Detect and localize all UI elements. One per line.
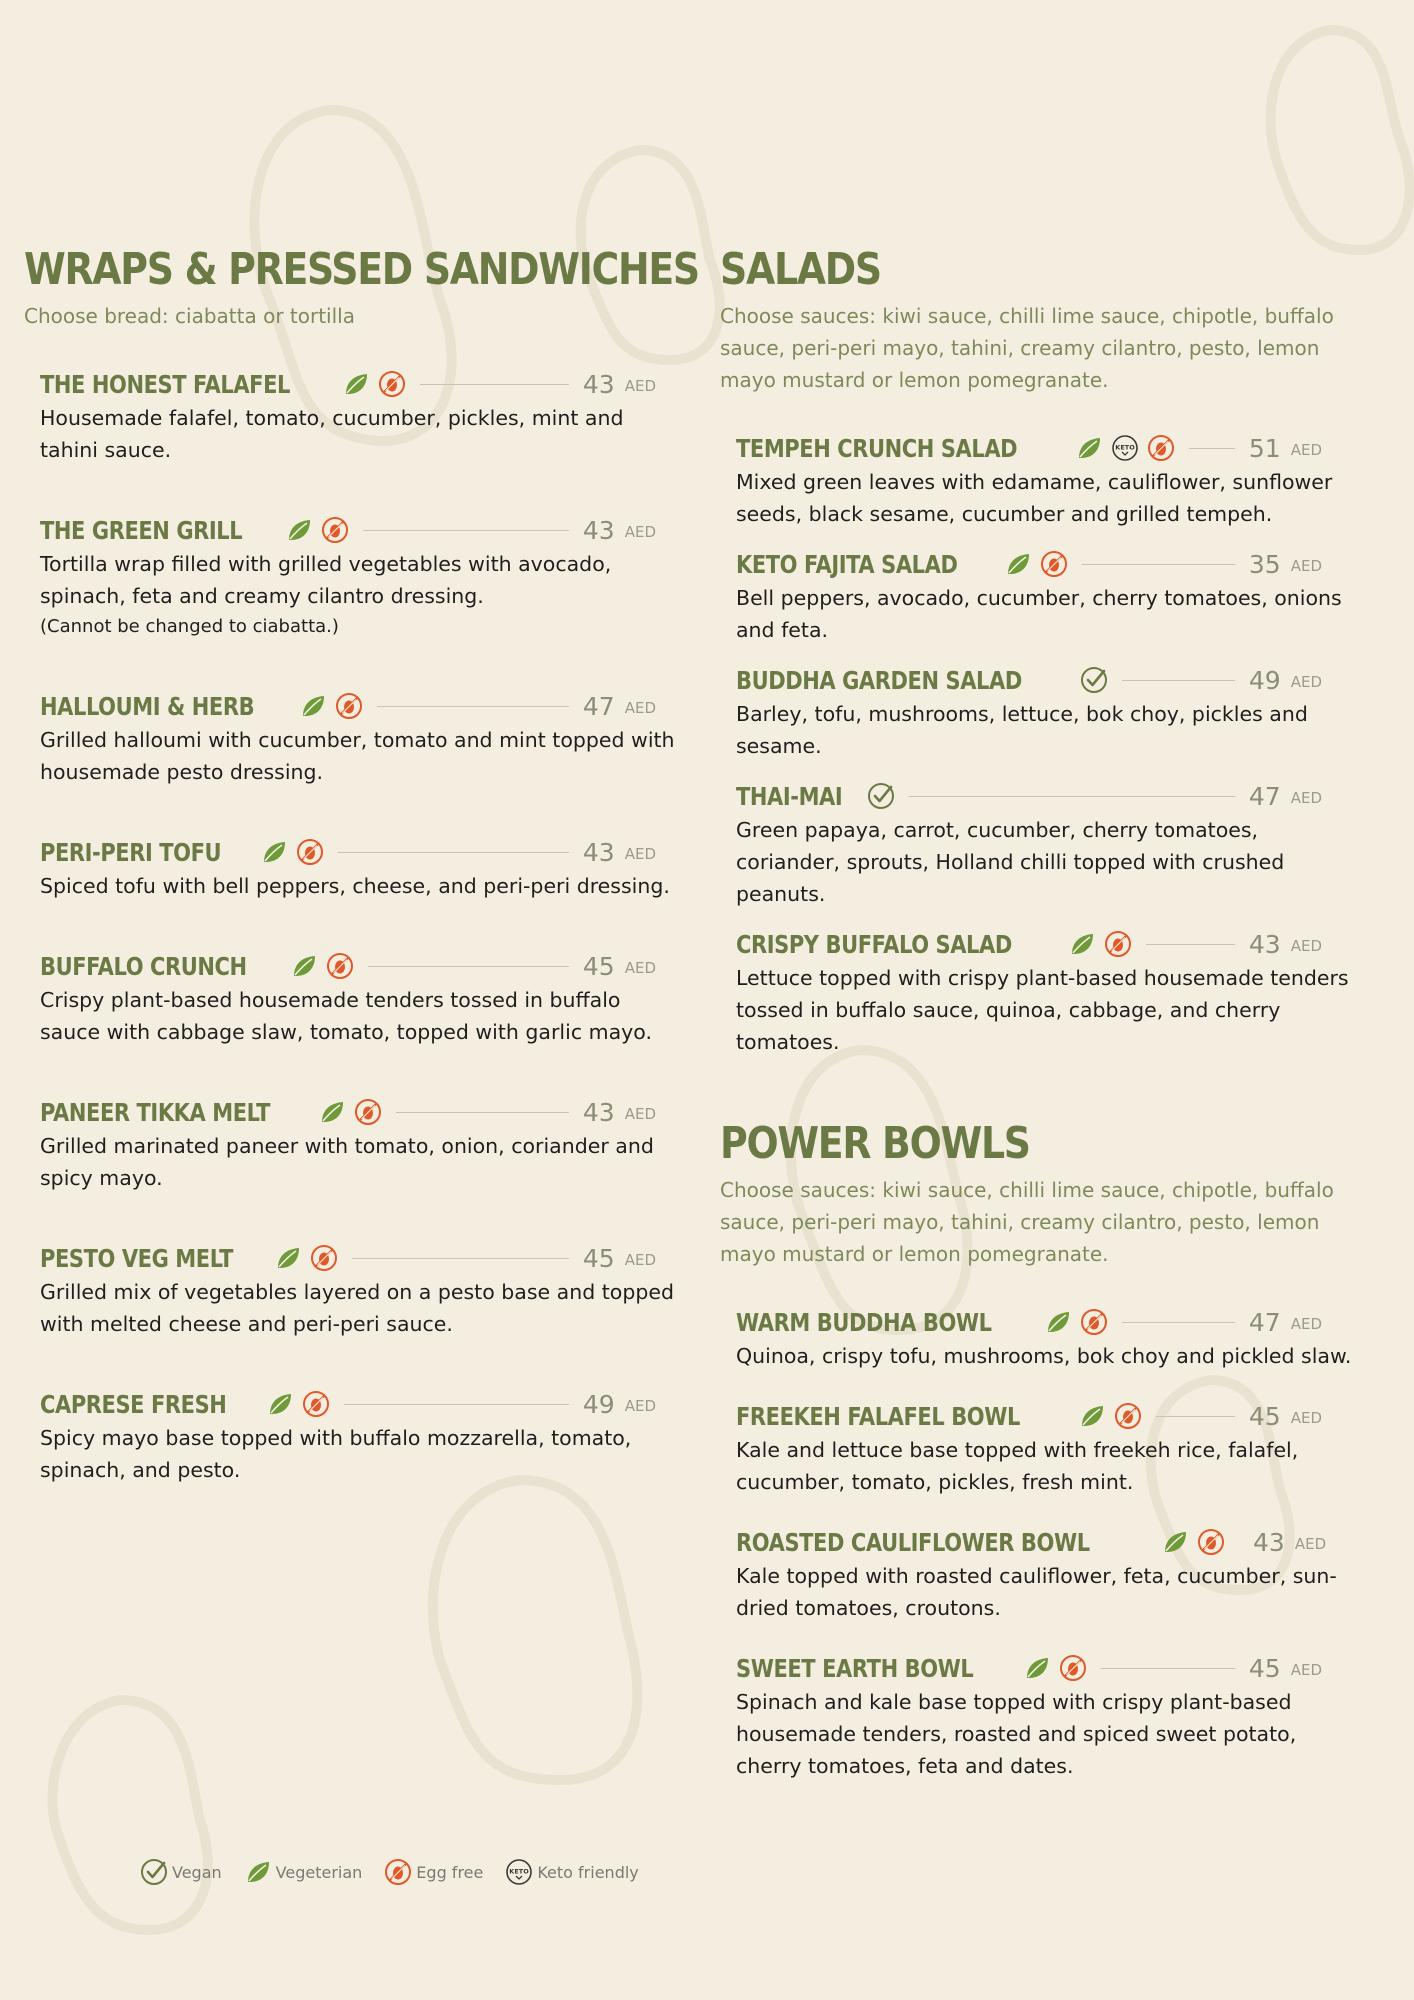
vegetarian-icon — [274, 1244, 302, 1272]
menu-item — [736, 1524, 1380, 1624]
menu-item-name: TEMPEH CRUNCH SALAD — [736, 433, 1018, 463]
menu-item-description: Bell peppers, avocado, cucumber, cherry tomatoes, onions and feta. — [736, 586, 1342, 642]
menu-item-name: SWEET EARTH BOWL — [736, 1653, 974, 1683]
salads-section — [720, 244, 1380, 1058]
dietary-icons — [867, 782, 895, 810]
menu-item-header — [40, 366, 714, 402]
menu-item-description: Lettuce topped with crispy plant-based housemade tenders tossed in buffalo sauce, quinoa, cabbage, and cherry tomatoes. — [736, 966, 1349, 1054]
menu-item-name: PERI-PERI TOFU — [40, 837, 222, 867]
menu-item — [40, 512, 714, 642]
menu-items — [24, 366, 714, 1486]
section-subtitle: Choose bread: ciabatta or tortilla — [24, 304, 355, 328]
wraps-section — [24, 244, 714, 1486]
menu-item — [736, 1304, 1380, 1372]
currency-label: AED — [1290, 1315, 1322, 1333]
right-column — [720, 244, 1380, 1782]
price-leader-line — [1156, 1416, 1235, 1417]
legend-item-vegan — [140, 1858, 222, 1886]
dietary-icons — [1078, 1402, 1142, 1430]
price-leader-line — [1122, 680, 1235, 681]
legend-item-keto — [505, 1858, 638, 1886]
price-leader-line — [1122, 1322, 1235, 1323]
dietary-icons — [1068, 930, 1132, 958]
dietary-icons — [318, 1098, 382, 1126]
menu-item-description: Crispy plant-based housemade tenders tossed in buffalo sauce with cabbage slaw, tomato, topped with garlic mayo. — [40, 988, 652, 1044]
menu-item — [736, 430, 1380, 530]
menu-item-name: HALLOUMI & HERB — [40, 691, 255, 721]
menu-item — [736, 546, 1380, 646]
price-leader-line — [338, 852, 569, 853]
menu-item-description: Spinach and kale base topped with crispy plant-based housemade tenders, roasted and spiced sweet potato, cherry tomatoes, feta and dates. — [736, 1690, 1297, 1778]
vegan-icon — [140, 1858, 168, 1886]
egg-free-icon — [302, 1390, 330, 1418]
legend-item-vegetarian — [244, 1858, 363, 1886]
dietary-icons — [1004, 550, 1068, 578]
price-leader-line — [1146, 944, 1234, 945]
menu-item-header — [40, 948, 714, 984]
menu-item-header — [40, 1094, 714, 1130]
menu-item-header — [40, 1386, 714, 1422]
menu-item — [736, 1398, 1380, 1498]
menu-item-header — [40, 834, 714, 870]
dietary-legend — [140, 1858, 639, 1886]
menu-item — [40, 366, 714, 466]
price-leader-line — [1189, 448, 1235, 449]
menu-item — [736, 1650, 1380, 1782]
currency-label: AED — [1290, 557, 1322, 575]
menu-items — [720, 430, 1380, 1058]
menu-item-price: 47 — [1248, 781, 1281, 811]
menu-item-name: BUDDHA GARDEN SALAD — [736, 665, 1022, 695]
menu-item-description: Barley, tofu, mushrooms, lettuce, bok choy, pickles and sesame. — [736, 702, 1308, 758]
menu-items — [720, 1304, 1380, 1782]
egg-free-icon — [310, 1244, 338, 1272]
menu-item-price: 45 — [582, 1243, 615, 1273]
egg-free-icon — [1147, 434, 1175, 462]
egg-free-icon — [354, 1098, 382, 1126]
menu-item-price: 49 — [1248, 665, 1281, 695]
menu-item-header — [736, 430, 1380, 466]
section-subtitle: Choose sauces: kiwi sauce, chilli lime sauce, chipotle, buffalo sauce, peri-peri mayo, tahini, creamy cilantro, pesto, lemon mayo mustard or lemon pomegranate. — [720, 1178, 1334, 1266]
menu-item-price: 43 — [1253, 1527, 1285, 1557]
legend-label: Vegeterian — [275, 1862, 363, 1882]
menu-item-header — [40, 688, 714, 724]
menu-item — [40, 688, 714, 788]
egg-free-icon — [1104, 930, 1132, 958]
menu-item-description: Green papaya, carrot, cucumber, cherry tomatoes, coriander, sprouts, Holland chilli topped with crushed peanuts. — [736, 818, 1285, 906]
egg-free-icon — [1059, 1654, 1087, 1682]
egg-free-icon — [335, 692, 363, 720]
section-title: SALADS — [720, 244, 881, 295]
dietary-icons — [1075, 434, 1175, 462]
dietary-icons — [285, 516, 349, 544]
egg-free-icon — [326, 952, 354, 980]
menu-item-description: Kale and lettuce base topped with freekeh rice, falafel, cucumber, tomato, pickles, fresh mint. — [736, 1438, 1299, 1494]
vegetarian-icon — [1004, 550, 1032, 578]
vegetarian-icon — [290, 952, 318, 980]
legend-label: Egg free — [416, 1862, 484, 1882]
currency-label: AED — [624, 845, 656, 863]
menu-item-header — [736, 546, 1380, 582]
keto-icon — [1111, 434, 1139, 462]
menu-item-description: Grilled halloumi with cucumber, tomato and mint topped with housemade pesto dressing. — [40, 728, 675, 784]
menu-item-description: Spiced tofu with bell peppers, cheese, and peri-peri dressing. — [40, 874, 670, 898]
menu-item-price: 45 — [1248, 1401, 1281, 1431]
section-title: POWER BOWLS — [720, 1118, 1030, 1169]
egg-free-icon — [378, 370, 406, 398]
dietary-icons — [1080, 666, 1108, 694]
price-leader-line — [352, 1258, 569, 1259]
dietary-icons — [342, 370, 406, 398]
egg-free-icon — [1080, 1308, 1108, 1336]
keto-icon — [505, 1858, 533, 1886]
left-column — [24, 244, 714, 1486]
legend-label: Vegan — [172, 1862, 222, 1882]
menu-item-header — [40, 512, 714, 548]
vegetarian-icon — [1075, 434, 1103, 462]
vegetarian-icon — [299, 692, 327, 720]
menu-item-price: 49 — [582, 1389, 615, 1419]
vegetarian-icon — [260, 838, 288, 866]
vegan-icon — [867, 782, 895, 810]
egg-free-icon — [296, 838, 324, 866]
price-leader-line — [368, 966, 569, 967]
menu-item-name: PESTO VEG MELT — [40, 1243, 234, 1273]
currency-label: AED — [1294, 1535, 1327, 1553]
vegetarian-icon — [342, 370, 370, 398]
menu-item — [40, 948, 714, 1048]
menu-item — [736, 926, 1380, 1058]
price-leader-line — [396, 1112, 569, 1113]
currency-label: AED — [1290, 441, 1322, 459]
menu-item-price: 45 — [1248, 1653, 1281, 1683]
menu-item-name: ROASTED CAULIFLOWER BOWL — [736, 1527, 1090, 1557]
dietary-icons — [1044, 1308, 1108, 1336]
section-title: WRAPS & PRESSED SANDWICHES — [24, 244, 699, 295]
menu-item-description: Grilled mix of vegetables layered on a pesto base and topped with melted cheese and peri-peri sauce. — [40, 1280, 674, 1336]
dietary-icons — [299, 692, 363, 720]
menu-item-description: Kale topped with roasted cauliflower, feta, cucumber, sun-dried tomatoes, croutons. — [736, 1564, 1337, 1620]
menu-item-price: 35 — [1248, 549, 1281, 579]
dietary-icons — [266, 1390, 330, 1418]
vegetarian-icon — [266, 1390, 294, 1418]
vegan-icon — [1080, 666, 1108, 694]
menu-item-price: 45 — [582, 951, 615, 981]
currency-label: AED — [1290, 789, 1322, 807]
vegetarian-icon — [1044, 1308, 1072, 1336]
dietary-icons — [290, 952, 354, 980]
currency-label: AED — [624, 1397, 656, 1415]
currency-label: AED — [624, 699, 656, 717]
section-subtitle: Choose sauces: kiwi sauce, chilli lime sauce, chipotle, buffalo sauce, peri-peri mayo, tahini, creamy cilantro, pesto, lemon mayo mustard or lemon pomegranate. — [720, 304, 1334, 392]
menu-item-header — [736, 662, 1380, 698]
menu-item-name: FREEKEH FALAFEL BOWL — [736, 1401, 1020, 1431]
egg-free-icon — [1040, 550, 1068, 578]
egg-free-icon — [321, 516, 349, 544]
menu-item — [40, 1240, 714, 1340]
egg-free-icon — [384, 1858, 412, 1886]
legend-label: Keto friendly — [537, 1862, 639, 1882]
menu-item-price: 43 — [582, 369, 615, 399]
currency-label: AED — [1290, 673, 1322, 691]
vegetarian-icon — [285, 516, 313, 544]
currency-label: AED — [1290, 1661, 1322, 1679]
dietary-icons — [260, 838, 324, 866]
menu-item-name: BUFFALO CRUNCH — [40, 951, 247, 981]
menu-item-header — [736, 926, 1380, 962]
egg-free-icon — [1197, 1528, 1225, 1556]
menu-item — [40, 1094, 714, 1194]
menu-item-header — [736, 1304, 1380, 1340]
dietary-icons — [1023, 1654, 1087, 1682]
svg-text:KETO: KETO — [1115, 443, 1135, 452]
menu-item-description: Spicy mayo base topped with buffalo mozzarella, tomato, spinach, and pesto. — [40, 1426, 632, 1482]
currency-label: AED — [624, 1251, 656, 1269]
menu-item-name: WARM BUDDHA BOWL — [736, 1307, 992, 1337]
menu-item-description: Tortilla wrap filled with grilled vegetables with avocado, spinach, feta and creamy cilantro dressing. — [40, 552, 612, 608]
menu-item-name: CRISPY BUFFALO SALAD — [736, 929, 1012, 959]
currency-label: AED — [624, 1105, 656, 1123]
menu-item-description: Quinoa, crispy tofu, mushrooms, bok choy and pickled slaw. — [736, 1344, 1352, 1368]
menu-item-name: THE GREEN GRILL — [40, 515, 243, 545]
menu-item-price: 47 — [582, 691, 615, 721]
price-leader-line — [344, 1404, 569, 1405]
menu-item-header — [736, 1650, 1380, 1686]
vegetarian-icon — [1161, 1528, 1189, 1556]
power-bowls-section — [720, 1118, 1380, 1782]
price-leader-line — [377, 706, 569, 707]
menu-item-header — [736, 1524, 1380, 1560]
menu-item-price: 43 — [582, 1097, 615, 1127]
menu-item-description: Mixed green leaves with edamame, cauliflower, sunflower seeds, black sesame, cucumber and grilled tempeh. — [736, 470, 1333, 526]
menu-item-header — [736, 1398, 1380, 1434]
vegetarian-icon — [244, 1858, 272, 1886]
menu-item-description: Grilled marinated paneer with tomato, onion, coriander and spicy mayo. — [40, 1134, 654, 1190]
menu-item-name: THE HONEST FALAFEL — [40, 369, 291, 399]
menu-item-description: Housemade falafel, tomato, cucumber, pickles, mint and tahini sauce. — [40, 406, 624, 462]
menu-item-price: 43 — [582, 837, 615, 867]
menu-item — [40, 1386, 714, 1486]
dietary-icons — [1161, 1528, 1225, 1556]
menu-item-price: 51 — [1248, 433, 1281, 463]
price-leader-line — [363, 530, 569, 531]
menu-item-note: (Cannot be changed to ciabatta.) — [40, 616, 339, 637]
vegetarian-icon — [1068, 930, 1096, 958]
menu-item — [40, 834, 714, 902]
menu-item-name: KETO FAJITA SALAD — [736, 549, 958, 579]
price-leader-line — [1101, 1668, 1235, 1669]
menu-item-name: CAPRESE FRESH — [40, 1389, 227, 1419]
vegetarian-icon — [1023, 1654, 1051, 1682]
menu-item-price: 43 — [1248, 929, 1281, 959]
currency-label: AED — [1290, 937, 1322, 955]
price-leader-line — [420, 384, 569, 385]
menu-item-price: 47 — [1248, 1307, 1281, 1337]
legend-item-egg-free — [384, 1858, 483, 1886]
menu-item-header — [40, 1240, 714, 1276]
menu-item-price: 43 — [582, 515, 615, 545]
svg-text:KETO: KETO — [509, 1867, 530, 1876]
vegetarian-icon — [318, 1098, 346, 1126]
currency-label: AED — [624, 959, 656, 977]
menu-item-name: THAI-MAI — [736, 781, 843, 811]
menu-item — [736, 778, 1380, 910]
price-leader-line — [909, 796, 1235, 797]
menu-item — [736, 662, 1380, 762]
menu-item-name: PANEER TIKKA MELT — [40, 1097, 271, 1127]
currency-label: AED — [1290, 1409, 1322, 1427]
price-leader-line — [1082, 564, 1235, 565]
currency-label: AED — [624, 377, 656, 395]
dietary-icons — [274, 1244, 338, 1272]
menu-item-header — [736, 778, 1380, 814]
vegetarian-icon — [1078, 1402, 1106, 1430]
egg-free-icon — [1114, 1402, 1142, 1430]
currency-label: AED — [624, 523, 656, 541]
